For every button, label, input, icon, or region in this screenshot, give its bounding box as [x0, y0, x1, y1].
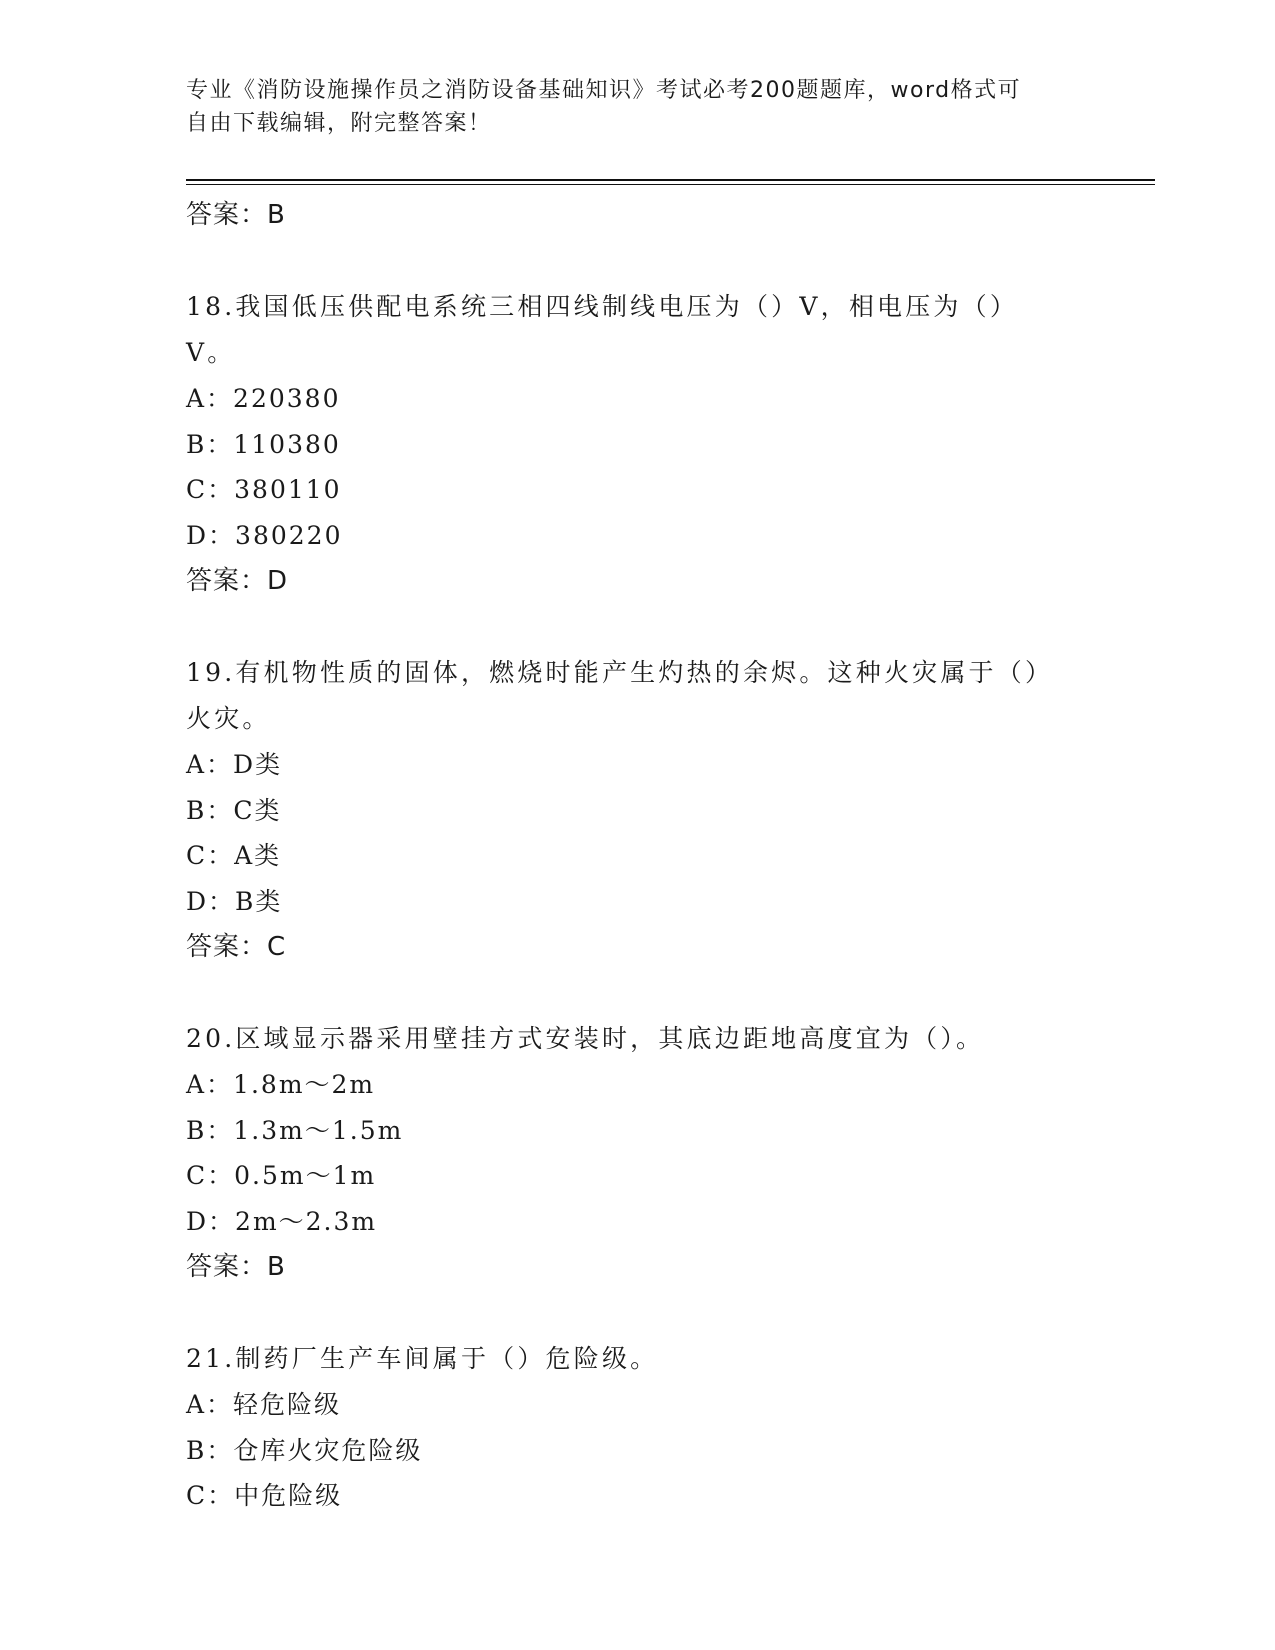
option-b: B：C类	[186, 795, 282, 825]
option-d: D：380220	[186, 520, 343, 550]
question-spacer	[186, 238, 1086, 284]
option-b: B：仓库火灾危险级	[186, 1435, 423, 1465]
option-a: A：D类	[186, 750, 283, 779]
question-stem: 21.制药厂生产车间属于（）危险级。	[186, 1344, 659, 1373]
question-spacer	[186, 1290, 1086, 1336]
option-c: C：0.5m～1m	[186, 1161, 377, 1190]
answer-label: 答案：B	[186, 1252, 286, 1282]
question-stem: 19.有机物性质的固体，燃烧时能产生灼热的余烬。这种火灾属于（）火灾。	[186, 658, 1054, 733]
option-a: A：1.8m～2m	[186, 1070, 376, 1099]
answer-label: 答案：B	[186, 200, 286, 230]
header-line-1: 专业《消防设施操作员之消防设备基础知识》考试必考200题题库，word格式可	[186, 78, 1022, 103]
option-b: B：110380	[186, 429, 341, 459]
answer-label: 答案：C	[186, 932, 287, 962]
option-c: C：中危险级	[186, 1481, 343, 1510]
question-list	[186, 192, 1086, 1519]
option-d: D：B类	[186, 886, 283, 916]
option-d: D：2m～2.3m	[186, 1206, 378, 1236]
option-c: C：A类	[186, 841, 282, 870]
question-stem: 18.我国低压供配电系统三相四线制线电压为（）V，相电压为（）V。	[186, 292, 1019, 367]
header-line-2: 自由下载编辑，附完整答案！	[186, 111, 492, 136]
question-stem: 20.区域显示器采用壁挂方式安装时，其底边距地高度宜为（）。	[186, 1024, 985, 1053]
option-a: A：220380	[186, 384, 341, 413]
question-spacer	[186, 604, 1086, 650]
answer-label: 答案：D	[186, 566, 289, 596]
header-divider-thin	[186, 184, 1155, 185]
option-a: A：轻危险级	[186, 1390, 342, 1419]
document-header	[186, 74, 1066, 140]
question-item	[186, 284, 1086, 604]
question-spacer	[186, 970, 1086, 1016]
question-item	[186, 650, 1086, 970]
question-item	[186, 1336, 1086, 1519]
option-b: B：1.3m～1.5m	[186, 1115, 404, 1145]
header-divider-thick	[186, 179, 1155, 181]
option-c: C：380110	[186, 475, 342, 504]
question-item	[186, 1016, 1086, 1290]
